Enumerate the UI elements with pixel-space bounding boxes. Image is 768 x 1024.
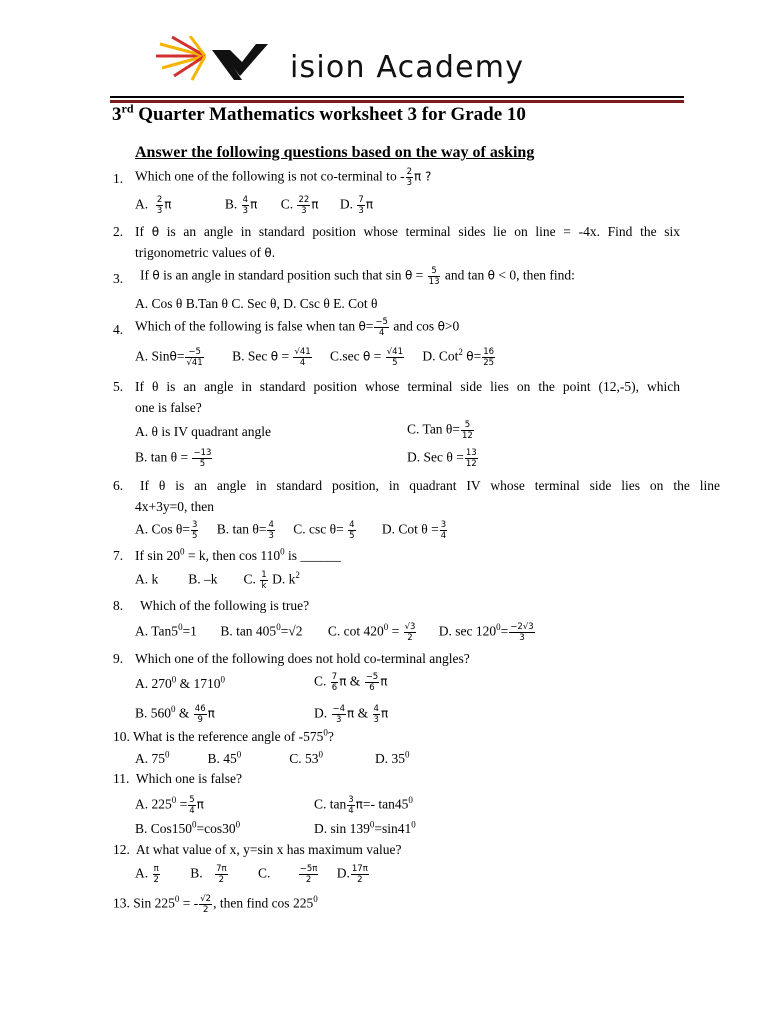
- q11-text: 11. Which one is false?: [113, 771, 242, 786]
- q7-number: 7.: [113, 548, 124, 563]
- q11-option-c: C. tan $\frac{3}{4}$ π=- $\tan 45^0$: [314, 795, 413, 816]
- q5-option-b: B. tan θ = $\frac{-13}{5}$: [135, 448, 212, 469]
- sun-rays-icon: [156, 36, 205, 80]
- q6-options: A. Cos θ= $\frac{3}{5}$ B. tan θ= $\frac{4}{3}$ C. csc θ= $\frac{4}{5}$ D. Cot θ = $\frac{3}{4}$: [135, 520, 447, 541]
- q6-number: 6.: [113, 478, 124, 493]
- q3-number: 3.: [113, 271, 124, 286]
- instructions: Answer the following questions based on the way of asking: [135, 144, 535, 161]
- q4-number: 4.: [113, 322, 124, 337]
- q9-number: 9.: [113, 651, 124, 666]
- q10-text: 10. What is the reference angle of $-575^0$?: [113, 727, 334, 744]
- q7-options: A. k B. –k C. $\frac{1}{k}$ D. $k^2$: [135, 570, 300, 591]
- q9-option-d: D. $\frac{-4}{3}$ π & $\frac{4}{3}$ π: [314, 704, 389, 725]
- q11-option-b: B. $Cos150^0=\cos 30^0$: [135, 819, 241, 836]
- q2-line1: If θ is an angle in standard position whose terminal sides lie on line = -4x. Find the six: [135, 224, 681, 239]
- q8-options: A. $Tan5^0=1$ B. $\tan 405^0=√2$ C. $\cot 420^0$ = $\frac{√3}{2}$ D. $\sec 120^0=$ $\frac{-2√3}{3}$: [135, 622, 534, 643]
- q12-options: A. $\frac{\pi}{2}$ B. $\frac{7\pi}{2}$ C. $\frac{-5\pi}{2}$ D. $\frac{17\pi}{2}$: [135, 864, 368, 885]
- q5-line1: If θ is an angle in standard position whose terminal side lies on the point (12,-5), which: [135, 379, 680, 394]
- q10-options: A. $75^0$ B. $45^0$ C. $53^0$ D. $35^0$: [135, 749, 410, 766]
- q4-text: Which of the following is false when tan θ= $\frac{-5}{4}$ and cos θ>0: [135, 317, 460, 338]
- q1-text: Which one of the following is not co-terminal to - $\frac{2}{3}$ π ?: [135, 167, 432, 188]
- q1-number: 1.: [113, 171, 124, 186]
- page-title: 3rd Quarter Mathematics worksheet 3 for Grade 10: [112, 101, 526, 125]
- q7-text: If $\sin 20^0 = k$, then $\cos 110^0$ is ______: [135, 546, 341, 563]
- brand-name: ision Academy: [290, 50, 525, 85]
- header-rule: [110, 96, 684, 98]
- q6-line1: If θ is an angle in standard position, in quadrant IV whose terminal side lies on the line: [140, 478, 720, 493]
- q3-options: A. Cos θ B.Tan θ C. Sec θ, D. Csc θ E. Cot θ: [135, 296, 378, 311]
- header-rule-accent: [110, 100, 684, 103]
- q1-options: A. $\frac{2}{3}$ π B. $\frac{4}{3}$ π C. $\frac{22}{3}$ π D. $\frac{7}{3}$ π: [135, 195, 374, 216]
- q2-number: 2.: [113, 224, 124, 239]
- q8-text: Which of the following is true?: [140, 598, 310, 613]
- q5-line2: one is false?: [135, 400, 202, 415]
- q5-option-d: D. Sec θ = $\frac{13}{12}$: [407, 448, 477, 469]
- q12-text: 12. At what value of x, y=sin x has maximum value?: [113, 842, 402, 857]
- q11-option-a: A. $225^0$ = $\frac{5}{4}$ π: [135, 795, 204, 816]
- q9-option-b: B. $560^0$ & $\frac{46}{9}$ π: [135, 704, 215, 725]
- q5-number: 5.: [113, 379, 124, 394]
- q9-option-c: C. $\frac{7}{6}$ π & $\frac{-5}{6}$ π: [314, 672, 388, 693]
- q9-text: Which one of the following does not hold co-terminal angles?: [135, 651, 470, 666]
- q5-option-a: A. θ is IV quadrant angle: [135, 424, 271, 439]
- q5-option-c: C. Tan θ= $\frac{5}{12}$: [407, 420, 473, 441]
- q6-line2: 4x+3y=0, then: [135, 499, 214, 514]
- q4-options: A. Sinθ= $\frac{-5}{√41}$ B. Sec θ = $\frac{√41}{4}$ C.sec θ = $\frac{√41}{5}$ D. Cot$^2$ θ= $\frac{16}{25}$: [135, 347, 495, 368]
- vision-academy-logo: [150, 36, 290, 86]
- q9-option-a: A. $270^0$ & 1710$^0$: [135, 674, 226, 691]
- q11-option-d: D. $\sin 139^0=\sin 41^0$: [314, 819, 416, 836]
- q2-line2: trigonometric values of θ.: [135, 245, 276, 260]
- q8-number: 8.: [113, 598, 124, 613]
- q3-text: If θ is an angle in standard position such that sin θ = $\frac{5}{13}$ and tan θ < 0, then find:: [140, 266, 575, 287]
- q13-text: 13. Sin $225^0$ = - $\frac{√2}{2}$ , then find $\cos 225^0$: [113, 894, 318, 915]
